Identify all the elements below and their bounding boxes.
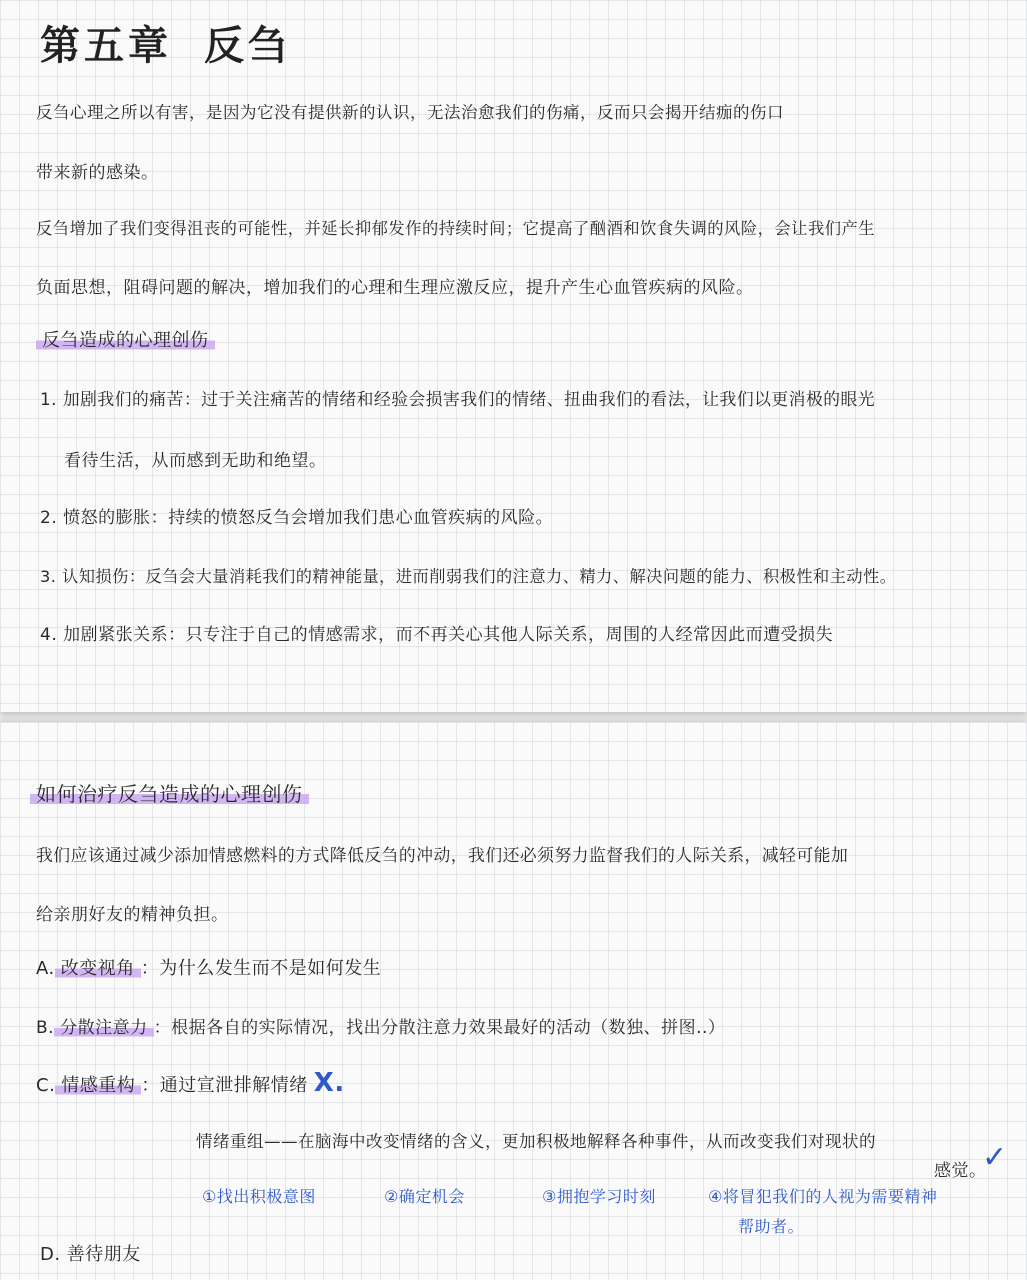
notebook-page-2 [0, 722, 1027, 1280]
intro-line-2: 带来新的感染。 [36, 163, 159, 183]
step-1: ①找出积极意图 [202, 1187, 316, 1206]
reframe-line-2: 感觉。 [934, 1161, 987, 1181]
step-4: ④将冒犯我们的人视为需要精神 [708, 1187, 938, 1206]
list-item-3: 3. 认知损伤：反刍会大量消耗我们的精神能量，进而削弱我们的注意力、精力、解决问题的能力、积极性和主动性。 [40, 567, 897, 586]
step-2: ②确定机会 [384, 1187, 465, 1206]
intro-line-1: 反刍心理之所以有害，是因为它没有提供新的认识，无法治愈我们的伤痛，反而只会揭开结痂的伤口 [36, 103, 784, 122]
effects-line-1: 反刍增加了我们变得沮丧的可能性，并延长抑郁发作的持续时间；它提高了酗酒和饮食失调的风险，会让我们产生 [36, 219, 876, 238]
list-item-1-line-2: 看待生活，从而感到无助和绝望。 [64, 451, 327, 471]
chapter-title: 第五章 反刍 [40, 23, 292, 69]
reframe-line-1: 情绪重组——在脑海中改变情绪的含义，更加积极地解释各种事件，从而改变我们对现状的 [196, 1132, 876, 1151]
list-item-2: 2. 愤怒的膨胀：持续的愤怒反刍会增加我们患心血管疾病的风险。 [40, 508, 554, 528]
step-4-continued: 帮助者。 [738, 1217, 805, 1236]
step-3: ③拥抱学习时刻 [542, 1187, 656, 1206]
method-a: A. 改变视角 ：为什么发生而不是如何发生 [36, 958, 382, 979]
treatment-intro-line-2: 给亲朋好友的精神负担。 [36, 905, 229, 925]
method-c: C. 情感重构 ：通过宣泄排解情绪 X. [36, 1068, 345, 1098]
section-heading: 反刍造成的心理创伤 [36, 326, 215, 352]
effects-line-2: 负面思想，阻碍问题的解决，增加我们的心理和生理应激反应，提升产生心血管疾病的风险。 [36, 278, 754, 298]
method-b: B. 分散注意力 ：根据各自的实际情况，找出分散注意力效果最好的活动（数独、拼图..） [36, 1018, 726, 1038]
treatment-intro-line-1: 我们应该通过减少添加情感燃料的方式降低反刍的冲动，我们还必须努力监督我们的人际关系，减轻可能加 [36, 845, 849, 865]
list-item-1-line-1: 1. 加剧我们的痛苦：过于关注痛苦的情绪和经验会损害我们的情绪、扭曲我们的看法，让我们以更消极的眼光 [40, 389, 876, 409]
treatment-heading: 如何治疗反刍造成的心理创伤 [30, 778, 309, 807]
cross-mark-icon: X. [313, 1068, 345, 1098]
list-item-4: 4. 加剧紧张关系：只专注于自己的情感需求，而不再关心其他人际关系，周围的人经常因此而遭受损失 [40, 625, 834, 645]
method-d: D. 善待朋友 [40, 1244, 141, 1265]
check-mark-icon: ✓ [982, 1140, 1008, 1175]
